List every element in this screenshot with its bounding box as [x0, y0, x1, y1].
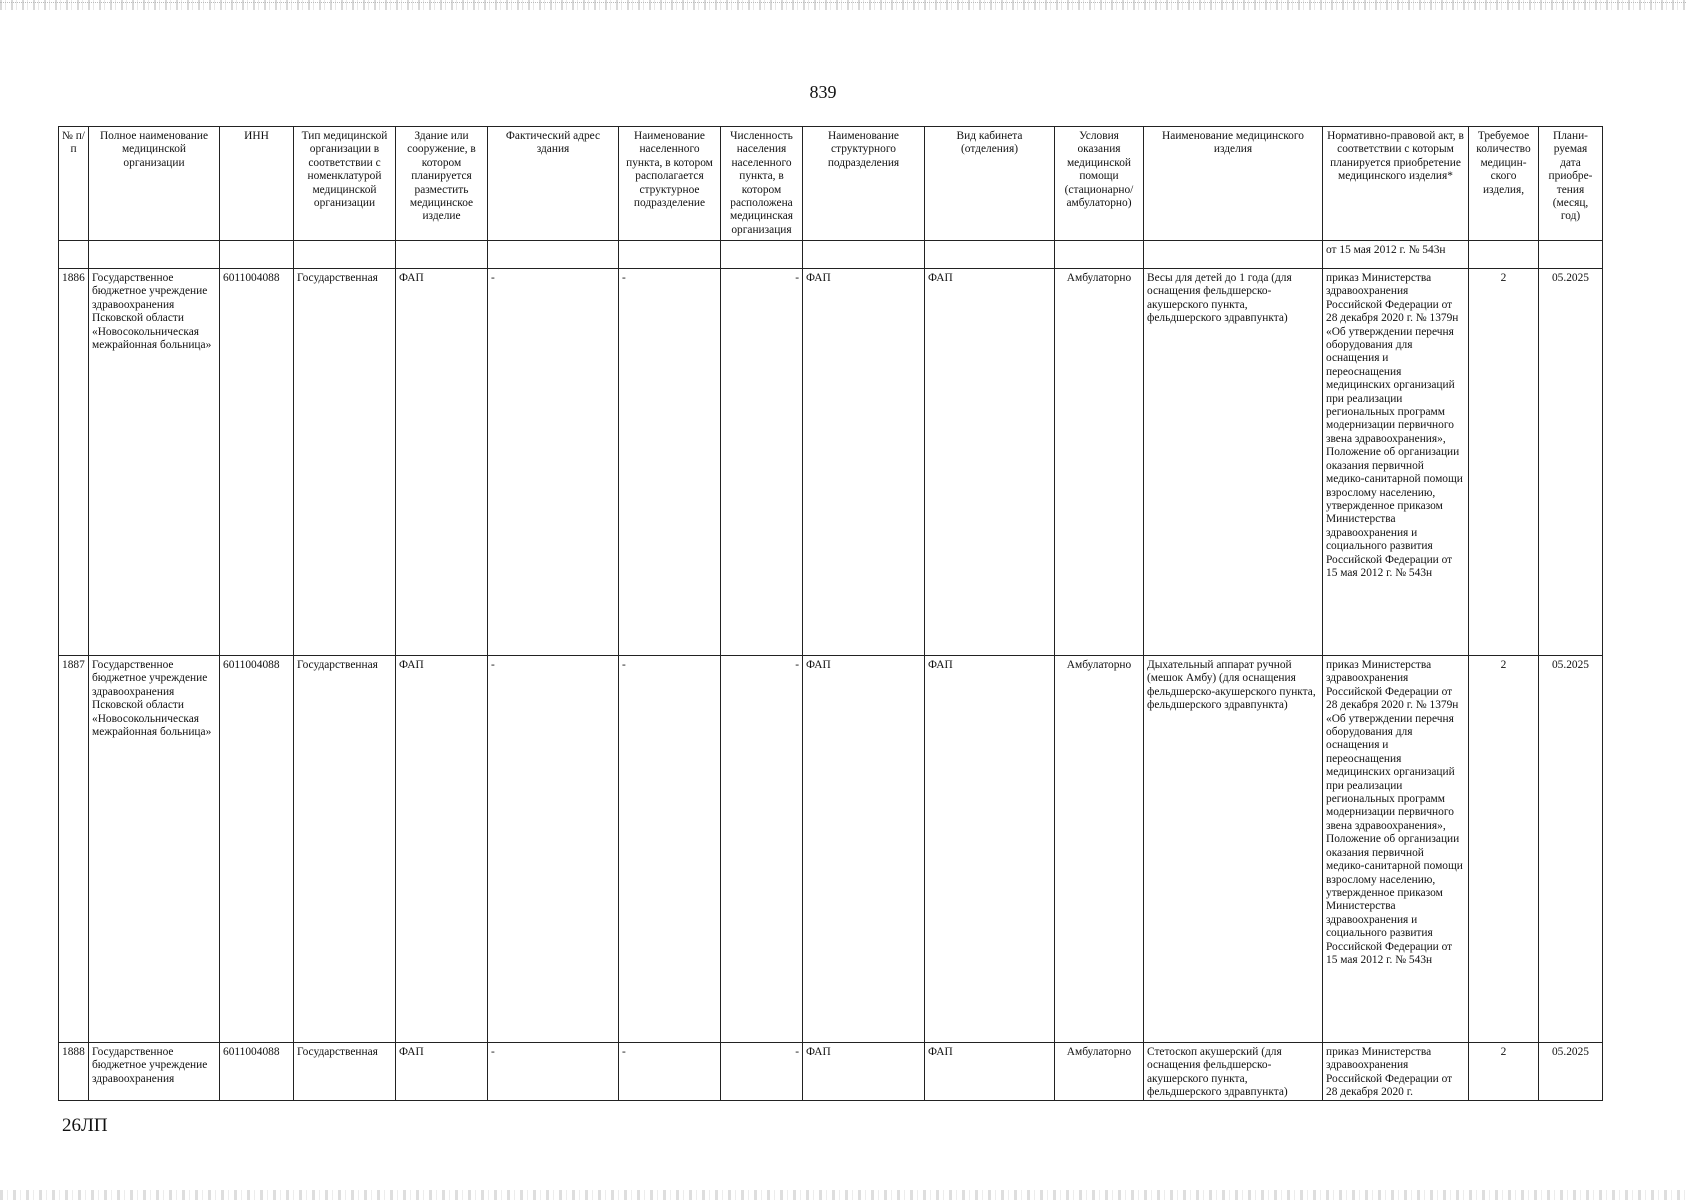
header-cell-type: Тип медицинской организации в соответствии с номенклатурой медицинской организации — [294, 127, 396, 241]
row-inn: 6011004088 — [220, 656, 294, 1043]
row-population: - — [721, 1043, 803, 1101]
footer-code: 26ЛП — [62, 1115, 108, 1136]
row-building: ФАП — [396, 1043, 488, 1101]
row-num: 1886 — [59, 269, 89, 656]
row-org: Государственное бюджетное учреждение здравоохранения Псковской области «Новосокольническая межрайонная больница» — [89, 656, 220, 1043]
row-date: 05.2025 — [1539, 269, 1603, 656]
row-building: ФАП — [396, 269, 488, 656]
row-conditions: Амбулаторно — [1055, 269, 1144, 656]
row-type: Государственная — [294, 656, 396, 1043]
header-cell-act: Нормативно-правовой акт, в соответствии с которым планируется приобретение медицинского изделия* — [1323, 127, 1469, 241]
row-inn: 6011004088 — [220, 1043, 294, 1101]
table-cell — [1469, 241, 1539, 269]
row-num: 1888 — [59, 1043, 89, 1101]
row-population: - — [721, 269, 803, 656]
header-cell-unit: Наименование структурного подразделения — [803, 127, 925, 241]
row-unit: ФАП — [803, 269, 925, 656]
row-date: 05.2025 — [1539, 1043, 1603, 1101]
table-row-carryover — [59, 241, 1603, 269]
row-date: 05.2025 — [1539, 656, 1603, 1043]
row-address: - — [488, 1043, 619, 1101]
row-org: Государственное бюджетное учреждение здравоохранения Псковской области «Новосокольническая межрайонная больница» — [89, 269, 220, 656]
header-cell-population: Численность населения населенного пункта, в котором расположена медицинская организация — [721, 127, 803, 241]
row-unit: ФАП — [803, 656, 925, 1043]
row-inn: 6011004088 — [220, 269, 294, 656]
header-cell-qty: Требуемое количество медицин-ского изделия, — [1469, 127, 1539, 241]
header-cell-date: Плани-руемая дата приобре-тения (месяц, год) — [1539, 127, 1603, 241]
table-cell — [488, 241, 619, 269]
row-act: приказ Министерства здравоохранения Российской Федерации от 28 декабря 2020 г. № 1379н «Об утверждении перечня оборудования для оснащения и переоснащения медицинских организаций при реализации региональных программ модернизации первичного звена здравоохранения», Положение об организации оказания первичной медико-санитарной помощи взрослому населению, утвержденное приказом Министерства здравоохранения и социального развития Российской Федерации от 15 мая 2012 г. № 543н — [1323, 656, 1469, 1043]
page-number: 839 — [809, 82, 837, 102]
row-cabinet: ФАП — [925, 269, 1055, 656]
row-settlement: - — [619, 269, 721, 656]
table-cell — [619, 241, 721, 269]
table-cell — [925, 241, 1055, 269]
table-cell — [294, 241, 396, 269]
row-conditions: Амбулаторно — [1055, 656, 1144, 1043]
row-device: Весы для детей до 1 года (для оснащения фельдшерско-акушерского пункта, фельдшерского здравпункта) — [1144, 269, 1323, 656]
row-type: Государственная — [294, 269, 396, 656]
header-cell-device: Наименование медицинского изделия — [1144, 127, 1323, 241]
header-cell-org: Полное наименование медицинской организации — [89, 127, 220, 241]
row-address: - — [488, 656, 619, 1043]
header-cell-conditions: Условия оказания медицинской помощи (стационарно/ амбулаторно) — [1055, 127, 1144, 241]
header-cell-settlement: Наименование населенного пункта, в котором располагается структурное подразделение — [619, 127, 721, 241]
table-cell — [721, 241, 803, 269]
row-population: - — [721, 656, 803, 1043]
table-cell — [803, 241, 925, 269]
scan-edge-top-line — [0, 2, 1686, 6]
header-cell-address: Фактический адрес здания — [488, 127, 619, 241]
row-qty: 2 — [1469, 269, 1539, 656]
scan-edge-bottom — [0, 1190, 1686, 1200]
carryover-act-text: от 15 мая 2012 г. № 543н — [1323, 241, 1469, 269]
row-cabinet: ФАП — [925, 656, 1055, 1043]
table-row — [59, 656, 1603, 1043]
row-address: - — [488, 269, 619, 656]
table-cell — [220, 241, 294, 269]
table-cell — [1144, 241, 1323, 269]
row-unit: ФАП — [803, 1043, 925, 1101]
row-num: 1887 — [59, 656, 89, 1043]
row-act: приказ Министерства здравоохранения Российской Федерации от 28 декабря 2020 г. — [1323, 1043, 1469, 1101]
header-cell-cabinet: Вид кабинета (отделения) — [925, 127, 1055, 241]
table-header-row — [59, 127, 1603, 241]
header-cell-inn: ИНН — [220, 127, 294, 241]
table-cell — [396, 241, 488, 269]
row-conditions: Амбулаторно — [1055, 1043, 1144, 1101]
equipment-table — [58, 126, 1603, 1101]
row-act: приказ Министерства здравоохранения Российской Федерации от 28 декабря 2020 г. № 1379н «Об утверждении перечня оборудования для оснащения и переоснащения медицинских организаций при реализации региональных программ модернизации первичного звена здравоохранения», Положение об организации оказания первичной медико-санитарной помощи взрослому населению, утвержденное приказом Министерства здравоохранения и социального развития Российской Федерации от 15 мая 2012 г. № 543н — [1323, 269, 1469, 656]
table-cell — [59, 241, 89, 269]
table-cell — [89, 241, 220, 269]
row-cabinet: ФАП — [925, 1043, 1055, 1101]
row-org: Государственное бюджетное учреждение здравоохранения — [89, 1043, 220, 1101]
table-row — [59, 269, 1603, 656]
row-device: Дыхательный аппарат ручной (мешок Амбу) (для оснащения фельдшерско-акушерского пункта, фельдшерского здравпункта) — [1144, 656, 1323, 1043]
table-cell — [1055, 241, 1144, 269]
row-device: Стетоскоп акушерский (для оснащения фельдшерско-акушерского пункта, фельдшерского здравпункта) — [1144, 1043, 1323, 1101]
row-qty: 2 — [1469, 656, 1539, 1043]
row-building: ФАП — [396, 656, 488, 1043]
table-row — [59, 1043, 1603, 1101]
row-type: Государственная — [294, 1043, 396, 1101]
row-qty: 2 — [1469, 1043, 1539, 1101]
header-cell-building: Здание или сооружение, в котором планируется разместить медицинское изделие — [396, 127, 488, 241]
table-cell — [1539, 241, 1603, 269]
row-settlement: - — [619, 1043, 721, 1101]
row-settlement: - — [619, 656, 721, 1043]
header-cell-num: № п/п — [59, 127, 89, 241]
